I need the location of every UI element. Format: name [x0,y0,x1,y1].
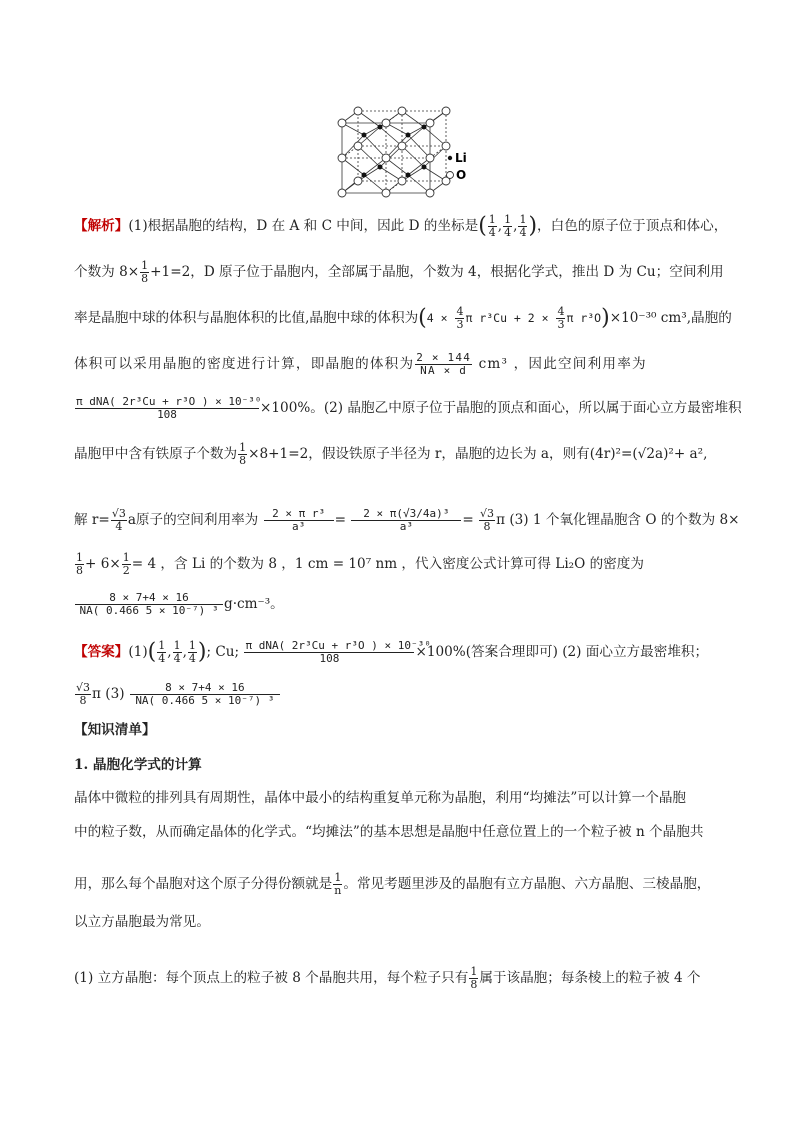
analysis-line-6: 晶胞甲中含有铁原子个数为 $\frac{1}{8}$ ×8+1=2，假设铁原子半径为 r，晶胞的边长为 a，则有(4r)²=(√2a)²+ a², [74,441,708,467]
knowledge-tag: 【知识清单】 [74,722,156,738]
li-legend-dot [448,156,452,160]
knowledge-para-4: 以立方晶胞最为常见。 [74,914,210,930]
analysis-line-7: 解 r= $\frac{√3}{4}$ a原子的空间利用率为 $\frac{\text{2 × π r³}}{\text{a³}}$ = $\frac{\text{2 × π(√3/4a)³}}{\text{a³}}$ = $\frac{√3}{8}$ π (3) 1 个氧化锂晶胞含 O 的个数为 8× [74,507,740,533]
analysis-line-9: $\frac{8 \times 7+4 \times 16}{\text{NA( 0.466 5 × 10⁻⁷) ³}}$ g·cm⁻³。 [74,592,284,617]
knowledge-para-5: (1) 立方晶胞：每个顶点上的粒子被 8 个晶胞共用，每个粒子只有 $\frac{1}{8}$ 属于该晶胞；每条棱上的粒子被 4 个 [74,965,701,991]
analysis-line-3: 率是晶胞中球的体积与晶胞体积的比值,晶胞中球的体积为(4 × $\frac{4}{3}$ π r³Cu + 2 × $\frac{4}{3}$ π r³O)×10⁻³⁰ cm³,晶胞的 [74,305,732,331]
knowledge-para-2: 中的粒子数，从而确定晶体的化学式。“均摊法”的基本思想是晶胞中任意位置上的一个粒子被 n 个晶胞共 [74,824,704,840]
analysis-line-8: $\frac{1}{8}$ + 6× $\frac{1}{2}$ = 4 ，含 Li 的个数为 8 ，1 cm = 10⁷ nm ，代入密度公式计算可得 Li₂O 的密度为 [76,551,644,577]
answer-line-1: 【答案】(1)( $\frac{1}{4}$ , $\frac{1}{4}$ , $\frac{1}{4}$ ); Cu; $\frac{\text{π dNA( 2r³Cu + r³O ) × 10⁻³⁰}}{108}$ ×100%(答案合理即可) (2) 面心立方最密堆积； [74,639,709,665]
answer-line-2: $\frac{√3}{8}$ π (3) $\frac{8 \times 7+4 \times 16}{\text{NA( 0.466 5 × 10⁻⁷) ³}}$ [74,682,281,707]
answer-tag: 【答案】 [74,644,129,660]
analysis-line-1: 【解析】(1)根据晶胞的结构，D 在 A 和 C 中间，因此 D 的坐标是( $\frac{1}{4}$ , $\frac{1}{4}$ , $\frac{1}{4}$ )，白色的原子位于顶点和体心， [74,213,728,239]
analysis-line-5: $\frac{\text{π dNA( 2r³Cu + r³O ) × 10⁻³⁰}}{108}$ ×100%。(2) 晶胞乙中原子位于晶胞的顶点和面心，所以属于面心立方最密堆积 [76,395,742,421]
knowledge-para-1: 晶体中微粒的排列具有周期性，晶体中最小的结构重复单元称为晶胞，利用“均摊法”可以计算一个晶胞 [74,790,687,806]
analysis-line-2: 个数为 8× $\frac{1}{8}$ +1=2，D 原子位于晶胞内，全部属于晶胞，个数为 4，根据化学式，推出 D 为 Cu；空间利用 [74,259,724,285]
o-legend-circle [447,172,454,179]
li-legend-label: Li [455,151,467,165]
section-heading: 1. 晶胞化学式的计算 [74,757,202,773]
analysis-tag: 【解析】 [74,218,129,234]
knowledge-para-3: 用，那么每个晶胞对这个原子分得份额就是 $\frac{1}{n}$ 。常见考题里涉及的晶胞有立方晶胞、六方晶胞、三棱晶胞， [74,871,711,897]
o-legend-label: O [456,168,467,182]
crystal-structure-figure [334,103,474,199]
analysis-line-4: 体积可以采用晶胞的密度进行计算，即晶胞的体积为 $\frac{2 \times 144}{NA \times d}$ cm³ ，因此空间利用率为 [74,351,647,377]
